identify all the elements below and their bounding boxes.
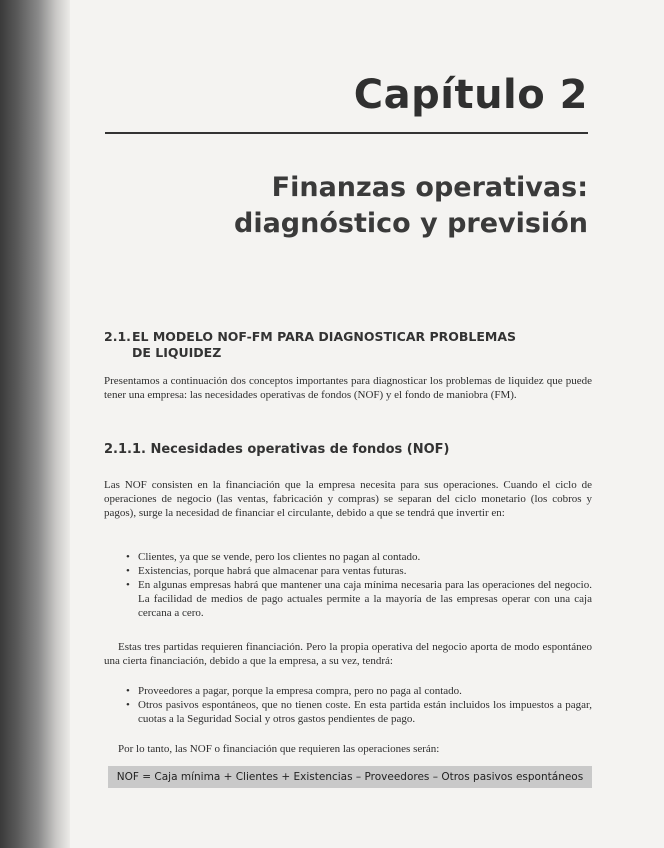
bullet-icon: • bbox=[126, 699, 130, 711]
conclusion-paragraph: Por lo tanto, las NOF o financiación que requieren las operaciones serán: bbox=[118, 743, 440, 755]
chapter-subtitle bbox=[234, 170, 588, 242]
financing-paragraph: Estas tres partidas requieren financiación. Pero la propia operativa del negocio aporta de modo espontáneo una cierta financiación, debido a que la empresa, a su vez, tendrá: bbox=[104, 641, 592, 667]
section-number: 2.1. bbox=[104, 329, 131, 344]
bullet-icon: • bbox=[126, 565, 130, 577]
list-item bbox=[126, 698, 592, 726]
list-item-text: Clientes, ya que se vende, pero los clientes no pagan al contado. bbox=[138, 551, 421, 563]
list-item bbox=[126, 550, 592, 564]
list-item-text: Otros pasivos espontáneos, que no tienen coste. En esta partida están incluidos los impuestos a pagar, cuotas a la Seguridad Social y otros gastos pendientes de pago. bbox=[138, 699, 592, 725]
nof-definition-paragraph: Las NOF consisten en la financiación que la empresa necesita para sus operaciones. Cuando el ciclo de operaciones de negocio (las ventas, fabricación y compras) se separan del ciclo monetario (los cobros y pagos), surge la necesidad de financiar el circulante, debido a que se tendrá que invertir en: bbox=[104, 479, 592, 519]
chapter-title: Capítulo 2 bbox=[353, 72, 588, 118]
bullet-icon: • bbox=[126, 551, 130, 563]
list-item-text: En algunas empresas habrá que mantener una caja mínima necesaria para las operaciones del negocio. La facilidad de medios de pago actuales permite a la mayoría de las empresas operar con una caja cercana a cero. bbox=[138, 579, 592, 619]
investment-bullet-list bbox=[126, 550, 592, 620]
list-item-text: Proveedores a pagar, porque la empresa compra, pero no paga al contado. bbox=[138, 685, 462, 697]
bullet-icon: • bbox=[126, 685, 130, 697]
list-item bbox=[126, 578, 592, 620]
book-spine-shadow bbox=[0, 0, 70, 848]
section-heading bbox=[104, 329, 544, 361]
chapter-subtitle-line2: diagnóstico y previsión bbox=[234, 208, 588, 239]
subsection-heading: 2.1.1. Necesidades operativas de fondos (NOF) bbox=[104, 442, 450, 457]
list-item bbox=[126, 564, 592, 578]
chapter-divider bbox=[105, 132, 588, 134]
chapter-subtitle-line1: Finanzas operativas: bbox=[271, 172, 588, 203]
list-item-text: Existencias, porque habrá que almacenar para ventas futuras. bbox=[138, 565, 407, 577]
section-title-line1: EL MODELO NOF-FM PARA DIAGNOSTICAR PROBLEMAS bbox=[132, 329, 517, 344]
nof-formula-box: NOF = Caja mínima + Clientes + Existencias – Proveedores – Otros pasivos espontáneos bbox=[108, 766, 592, 788]
section-title-line2: DE LIQUIDEZ bbox=[132, 345, 222, 360]
bullet-icon: • bbox=[126, 579, 130, 591]
list-item bbox=[126, 684, 592, 698]
section-intro-paragraph: Presentamos a continuación dos conceptos importantes para diagnosticar los problemas de liquidez que puede tener una empresa: las necesidades operativas de fondos (NOF) y el fondo de maniobra (FM). bbox=[104, 375, 592, 401]
spontaneous-financing-bullet-list bbox=[126, 684, 592, 726]
book-page bbox=[70, 0, 664, 848]
